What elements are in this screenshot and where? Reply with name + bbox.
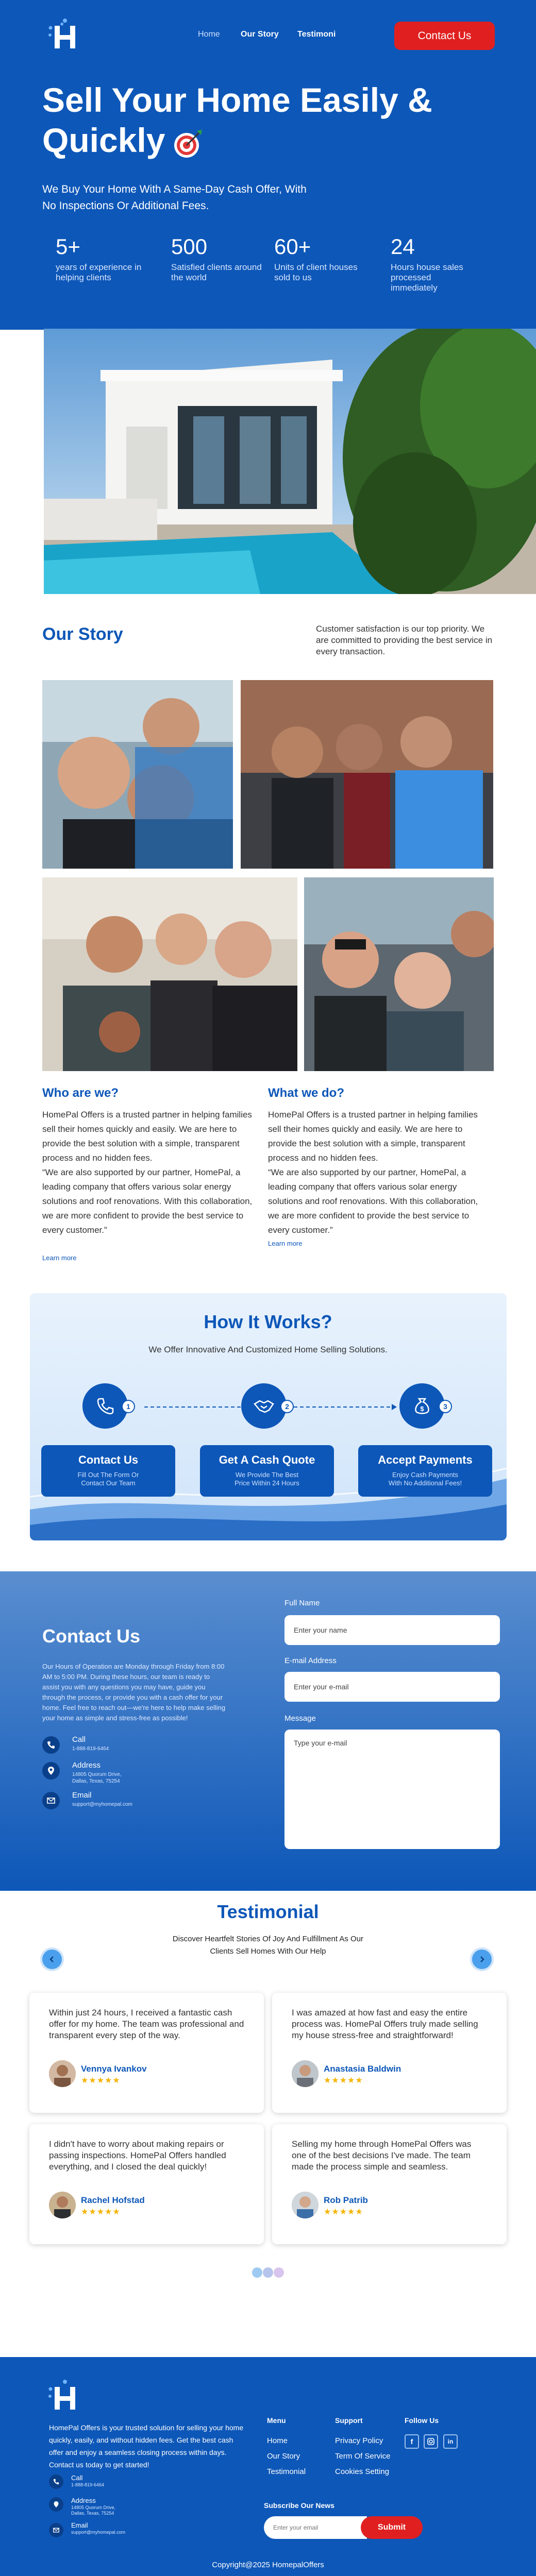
location-icon <box>49 2497 63 2512</box>
what-we-do-p1: HomePal Offers is a trusted partner in helping families sell their homes quickly and easily. We are here to provide the best solution with a simple, transparent process and no hidden fees. <box>268 1110 478 1163</box>
step-3-number: 3 <box>439 1400 452 1413</box>
stat-value: 500 <box>171 234 208 259</box>
what-we-do-p2: “We are also supported by our partner, HomePal, a leading company that offers various solar energy solutions and roof renovations. With this collaboration, we are more confident to provide the best service to every customer.” <box>268 1167 478 1235</box>
step-1-number: 1 <box>122 1400 135 1413</box>
footer-logo[interactable] <box>47 2378 83 2413</box>
footer-address-label: Address <box>71 2497 96 2504</box>
avatar <box>292 2192 319 2218</box>
avatar <box>49 2192 76 2218</box>
step-2-number: 2 <box>280 1400 294 1413</box>
footer-follow-title: Follow Us <box>405 2416 439 2425</box>
footer-call-label: Call <box>71 2474 83 2482</box>
testimonial-quote: Within just 24 hours, I received a fantastic cash offer for my home. The team was professional and transparent every step of the way. <box>49 2008 244 2040</box>
testimonial-card <box>272 1993 507 2113</box>
our-story-title: Our Story <box>42 624 123 644</box>
step-desc: Enjoy Cash Payments With No Additional Fees! <box>388 1471 462 1487</box>
subscribe-email-input[interactable] <box>264 2516 367 2539</box>
footer-terms-of-service[interactable]: Term Of Service <box>335 2452 391 2461</box>
facebook-icon[interactable]: f <box>405 2434 419 2449</box>
email-address-input[interactable] <box>284 1672 500 1702</box>
stat-experience <box>56 234 148 283</box>
stat-value: 60+ <box>274 234 311 259</box>
footer-copyright: Copyright@2025 HomepalOffers <box>212 2561 324 2569</box>
nav-home[interactable]: Home <box>198 30 220 39</box>
nav-testimoni[interactable]: Testimoni <box>297 30 336 39</box>
contact-description: Our Hours of Operation are Monday through Friday from 8:00 AM to 5:00 PM. During these hours, our team is ready to assist you with any questions you may have, guide you through the process, or provide you with a cash offer for your home. Feel free to reach out—we're here to help make selling your home as simple and stress-free as possible! <box>42 1663 226 1722</box>
team-photo-4 <box>304 877 494 1071</box>
contact-email-value[interactable]: support@myhomepal.com <box>72 1802 132 1807</box>
testimonial-card <box>272 2124 507 2244</box>
who-are-we-p1: HomePal Offers is a trusted partner in helping families sell their homes quickly and easily. We are here to provide the best solution with a simple, transparent process and no hidden fees. <box>42 1110 252 1163</box>
who-are-we-p2: “We are also supported by our partner, HomePal, a leading company that offers various solar energy solutions and roof renovations. With this collaboration, we are more confident to provide the best service to every customer.” <box>42 1167 253 1235</box>
who-learn-more-link[interactable]: Learn more <box>42 1254 77 1262</box>
call-icon <box>49 2475 63 2489</box>
testimonial-title: Testimonial <box>217 1901 319 1922</box>
step-title: Get A Cash Quote <box>219 1453 315 1466</box>
what-learn-more-link[interactable]: Learn more <box>268 1240 303 1247</box>
step-card-contact <box>41 1445 175 1497</box>
step-title: Accept Payments <box>378 1453 473 1466</box>
nav-our-story[interactable]: Our Story <box>241 30 279 39</box>
email-icon <box>42 1792 60 1809</box>
footer-description: HomePal Offers is your trusted solution for selling your home quickly, easily, and without hidden fees. Get the best cash offer and enjoy a seamless closing process within days. Contact us today to get started! <box>49 2424 244 2469</box>
stat-value: 5+ <box>56 234 80 259</box>
hero-title-text: Sell Your Home Easily & Quickly <box>42 81 432 159</box>
who-are-we-title: Who are we? <box>42 1086 119 1100</box>
stat-clients <box>171 234 264 283</box>
footer-menu-our-story[interactable]: Our Story <box>267 2452 300 2461</box>
hero-title <box>42 80 434 160</box>
testimonial-name: Rob Patrib <box>324 2195 368 2205</box>
svg-text:$: $ <box>420 1405 424 1413</box>
footer-subscribe-title: Subscribe Our News <box>264 2501 334 2510</box>
footer-support-title: Support <box>335 2416 363 2425</box>
contact-address-label: Address <box>72 1761 101 1770</box>
step-title: Contact Us <box>78 1453 139 1466</box>
footer-menu-testimonial[interactable]: Testimonial <box>267 2467 306 2476</box>
message-textarea[interactable] <box>284 1730 500 1849</box>
footer-menu-title: Menu <box>267 2416 286 2425</box>
prev-arrow-icon[interactable] <box>40 1947 64 1971</box>
carousel-dot-1[interactable] <box>252 2267 262 2278</box>
carousel-dot-3[interactable] <box>274 2267 284 2278</box>
hero-subtitle: We Buy Your Home With A Same-Day Cash Offer, With No Inspections Or Additional Fees. <box>42 183 307 212</box>
carousel-dot-2[interactable] <box>263 2267 273 2278</box>
next-arrow-icon[interactable] <box>470 1947 494 1971</box>
footer-privacy-policy[interactable]: Privacy Policy <box>335 2436 383 2445</box>
how-it-works-title: How It Works? <box>204 1311 332 1332</box>
star-rating-icon: ★★★★★ <box>324 2076 363 2085</box>
contact-address-value: 14805 Quorum Drive, Dallas, Texas, 75254 <box>72 1772 122 1784</box>
our-story-intro: Customer satisfaction is our top priority. We are committed to providing the best service in every transaction. <box>316 624 493 656</box>
full-name-input[interactable] <box>284 1615 500 1645</box>
stat-label: Satisfied clients around the world <box>171 262 262 282</box>
footer-email-label: Email <box>71 2521 88 2529</box>
logo[interactable] <box>47 16 83 49</box>
team-photo-1 <box>42 680 233 869</box>
what-we-do-title: What we do? <box>268 1086 344 1100</box>
star-rating-icon: ★★★★★ <box>81 2208 121 2216</box>
stat-hours <box>391 234 468 293</box>
stat-units <box>274 234 367 283</box>
call-icon <box>42 1736 60 1754</box>
hero-house-image <box>44 329 536 594</box>
how-it-works-subtitle: We Offer Innovative And Customized Home Selling Solutions. <box>148 1345 388 1354</box>
target-icon <box>171 127 204 160</box>
footer-cookies-setting[interactable]: Cookies Setting <box>335 2467 390 2476</box>
contact-call-label: Call <box>72 1735 86 1744</box>
footer-email-value[interactable]: support@myhomepal.com <box>71 2530 126 2535</box>
star-rating-icon: ★★★★★ <box>324 2208 363 2216</box>
testimonial-quote: I was amazed at how fast and easy the entire process was. HomePal Offers truly made selling my house stress-free and straightforward! <box>292 2008 478 2040</box>
avatar <box>292 2060 319 2087</box>
money-bag-icon <box>399 1383 445 1429</box>
step-desc: We Provide The Best Price Within 24 Hours <box>234 1471 299 1487</box>
linkedin-icon[interactable]: in <box>443 2434 458 2449</box>
email-icon <box>49 2523 63 2537</box>
team-photo-3 <box>42 877 297 1071</box>
location-icon <box>42 1762 60 1780</box>
step-desc: Fill Out The Form Or Contact Our Team <box>77 1471 139 1487</box>
contact-call-value[interactable]: 1-888-819-6464 <box>72 1746 109 1752</box>
testimonial-subtitle: Discover Heartfelt Stories Of Joy And Fulfillment As Our Clients Sell Homes With Our Help <box>172 1935 364 1956</box>
footer-call-value[interactable]: 1-888-819-6464 <box>71 2482 105 2487</box>
avatar <box>49 2060 76 2087</box>
step-card-quote <box>200 1445 334 1497</box>
testimonial-card <box>29 1993 264 2113</box>
testimonial-name: Vennya Ivankov <box>81 2064 147 2074</box>
full-name-label: Full Name <box>284 1599 320 1607</box>
contact-email-label: Email <box>72 1791 92 1800</box>
subscribe-submit-button[interactable]: Submit <box>361 2516 423 2539</box>
stat-label: Hours house sales processed immediately <box>391 262 463 293</box>
star-rating-icon: ★★★★★ <box>81 2076 121 2085</box>
stat-label: years of experience in helping clients <box>56 262 142 282</box>
testimonial-card <box>29 2124 264 2244</box>
testimonial-name: Rachel Hofstad <box>81 2195 145 2205</box>
testimonial-quote: Selling my home through HomePal Offers was one of the best decisions I've made. The team made the process simple and seamless. <box>292 2139 472 2172</box>
stat-label: Units of client houses sold to us <box>274 262 358 282</box>
testimonial-quote: I didn't have to worry about making repairs or passing inspections. HomePal Offers handled everything, and I closed the deal quickly! <box>49 2139 226 2172</box>
stat-value: 24 <box>391 234 415 259</box>
contact-us-button[interactable]: Contact Us <box>394 22 495 50</box>
instagram-icon[interactable] <box>424 2434 438 2449</box>
testimonial-name: Anastasia Baldwin <box>324 2064 401 2074</box>
message-label: Message <box>284 1714 316 1723</box>
footer-menu-home[interactable]: Home <box>267 2436 288 2445</box>
email-address-label: E-mail Address <box>284 1656 337 1665</box>
contact-title: Contact Us <box>42 1625 141 1647</box>
footer-address-value: 14805 Quorum Drive, Dallas, Texas, 75254 <box>71 2505 116 2516</box>
step-card-payments <box>358 1445 492 1497</box>
handshake-icon <box>241 1383 287 1429</box>
team-photo-2 <box>241 680 493 869</box>
phone-icon <box>82 1383 128 1429</box>
